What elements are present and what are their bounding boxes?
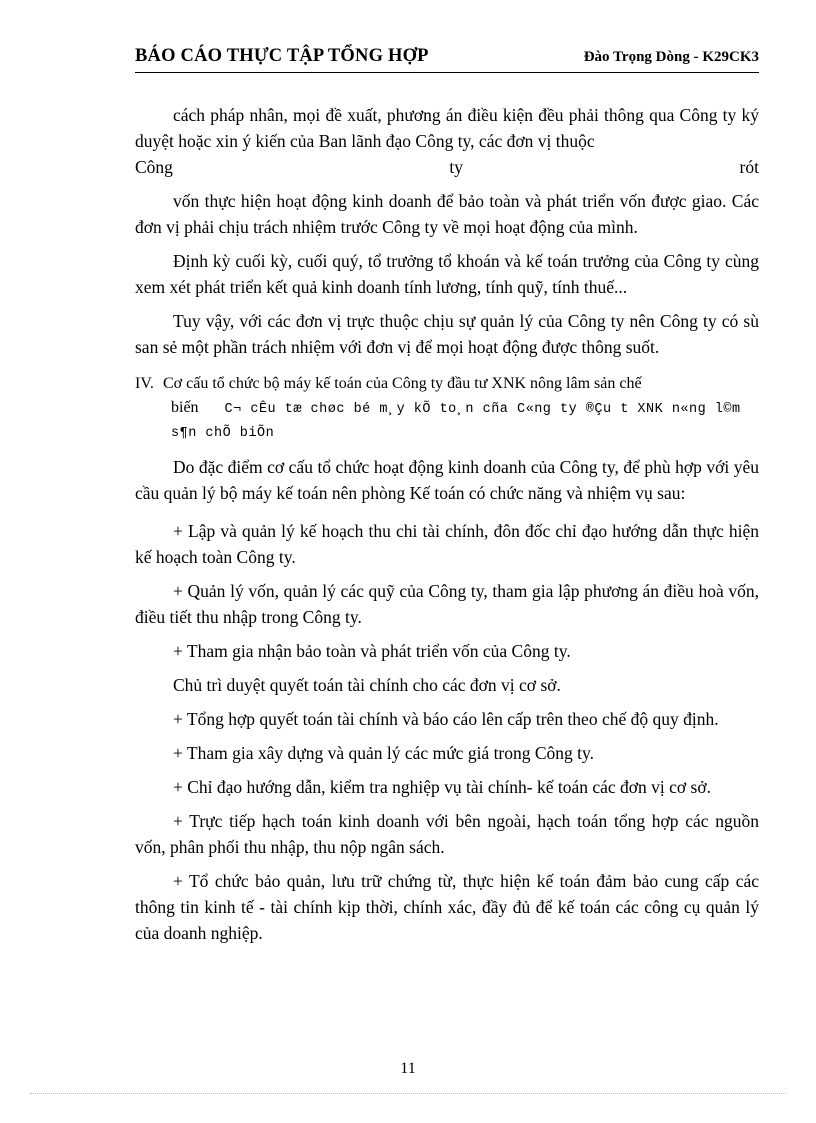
section-title-line-2 xyxy=(163,396,759,422)
word-ty: ty xyxy=(449,157,464,177)
intro-paragraph: Do đặc điểm cơ cấu tổ chức hoạt động kinh doanh của Công ty, để phù hợp với yêu cầu quản lý bộ máy kế toán nên phòng Kế toán có chức năng và nhiệm vụ sau: xyxy=(135,457,759,503)
paragraph-1: cách pháp nhân, mọi đề xuất, phương án điều kiện đều phải thông qua Công ty ký duyệt hoặc xin ý kiến của Ban lãnh đạo Công ty, các đơn vị thuộc xyxy=(135,105,759,151)
duty-item-4: Chủ trì duyệt quyết toán tài chính cho các đơn vị cơ sở. xyxy=(173,675,561,695)
paragraph-1-last-line xyxy=(135,154,759,180)
duty-item-1: + Lập và quản lý kế hoạch thu chi tài chính, đôn đốc chỉ đạo hướng dẫn thực hiện kế hoạch toàn Công ty. xyxy=(135,521,759,567)
duty-item-8: + Trực tiếp hạch toán kinh doanh với bên ngoài, hạch toán tổng hợp các nguồn vốn, phân phối thu nhập, thu nộp ngân sách. xyxy=(135,811,759,857)
duty-item-6: + Tham gia xây dựng và quản lý các mức giá trong Công ty. xyxy=(173,743,595,763)
duty-item-7: + Chỉ đạo hướng dẫn, kiểm tra nghiệp vụ tài chính- kế toán các đơn vị cơ sở. xyxy=(173,777,711,797)
section-heading xyxy=(135,372,759,446)
page-content xyxy=(135,102,759,946)
duty-item-2: + Quản lý vốn, quản lý các quỹ của Công ty, tham gia lập phương án điều hoà vốn, điều tiết thu nhập trong Công ty. xyxy=(135,581,759,627)
duty-item-3: + Tham gia nhận bảo toàn và phát triển vốn của Công ty. xyxy=(173,641,571,661)
garbled-heading-text: C¬ cÊu tæ chøc bé m¸y kÕ to¸n cña C«ng ty ®Çu t XNK n«ng l©m xyxy=(224,402,741,417)
paragraph-3: Định kỳ cuối kỳ, cuối quý, tổ trưởng tổ khoán và kế toán trưởng của Công ty cùng xem xét phát triển kết quả kinh doanh tính lương, tính quỹ, tính thuế... xyxy=(135,251,759,297)
garbled-heading-text-2: s¶n chÕ biÕn xyxy=(171,426,275,441)
section-heading-body xyxy=(163,372,759,446)
footer-divider xyxy=(30,1093,786,1094)
paragraph-2: vốn thực hiện hoạt động kinh doanh để bảo toàn và phát triển vốn được giao. Các đơn vị phải chịu trách nhiệm trước Công ty về mọi hoạt động của mình. xyxy=(135,191,759,237)
section-title-continued: biến xyxy=(171,399,199,416)
section-title: Cơ cấu tổ chức bộ máy kế toán của Công ty đầu tư XNK nông lâm sản chế xyxy=(163,375,642,392)
report-title: BÁO CÁO THỰC TẬP TỔNG HỢP xyxy=(135,46,429,66)
paragraph-4: Tuy vậy, với các đơn vị trực thuộc chịu sự quản lý của Công ty nên Công ty có sù san sẻ một phần trách nhiệm với đơn vị để mọi hoạt động được thông suốt. xyxy=(135,311,759,357)
page-number: 11 xyxy=(400,1060,416,1077)
section-number: IV. xyxy=(135,375,154,392)
author-info: Đào Trọng Dòng - K29CK3 xyxy=(583,49,759,65)
word-cong: Công xyxy=(135,157,173,177)
word-rot: rót xyxy=(739,157,759,177)
page-header xyxy=(135,44,759,73)
duty-item-5: + Tổng hợp quyết toán tài chính và báo cáo lên cấp trên theo chế độ quy định. xyxy=(173,709,719,729)
duty-item-9: + Tổ chức bảo quản, lưu trữ chứng từ, thực hiện kế toán đảm bảo cung cấp các thông tin kinh tế - tài chính kịp thời, chính xác, đầy đủ để kế toán các công cụ quản lý của doanh nghiệp. xyxy=(135,871,759,943)
